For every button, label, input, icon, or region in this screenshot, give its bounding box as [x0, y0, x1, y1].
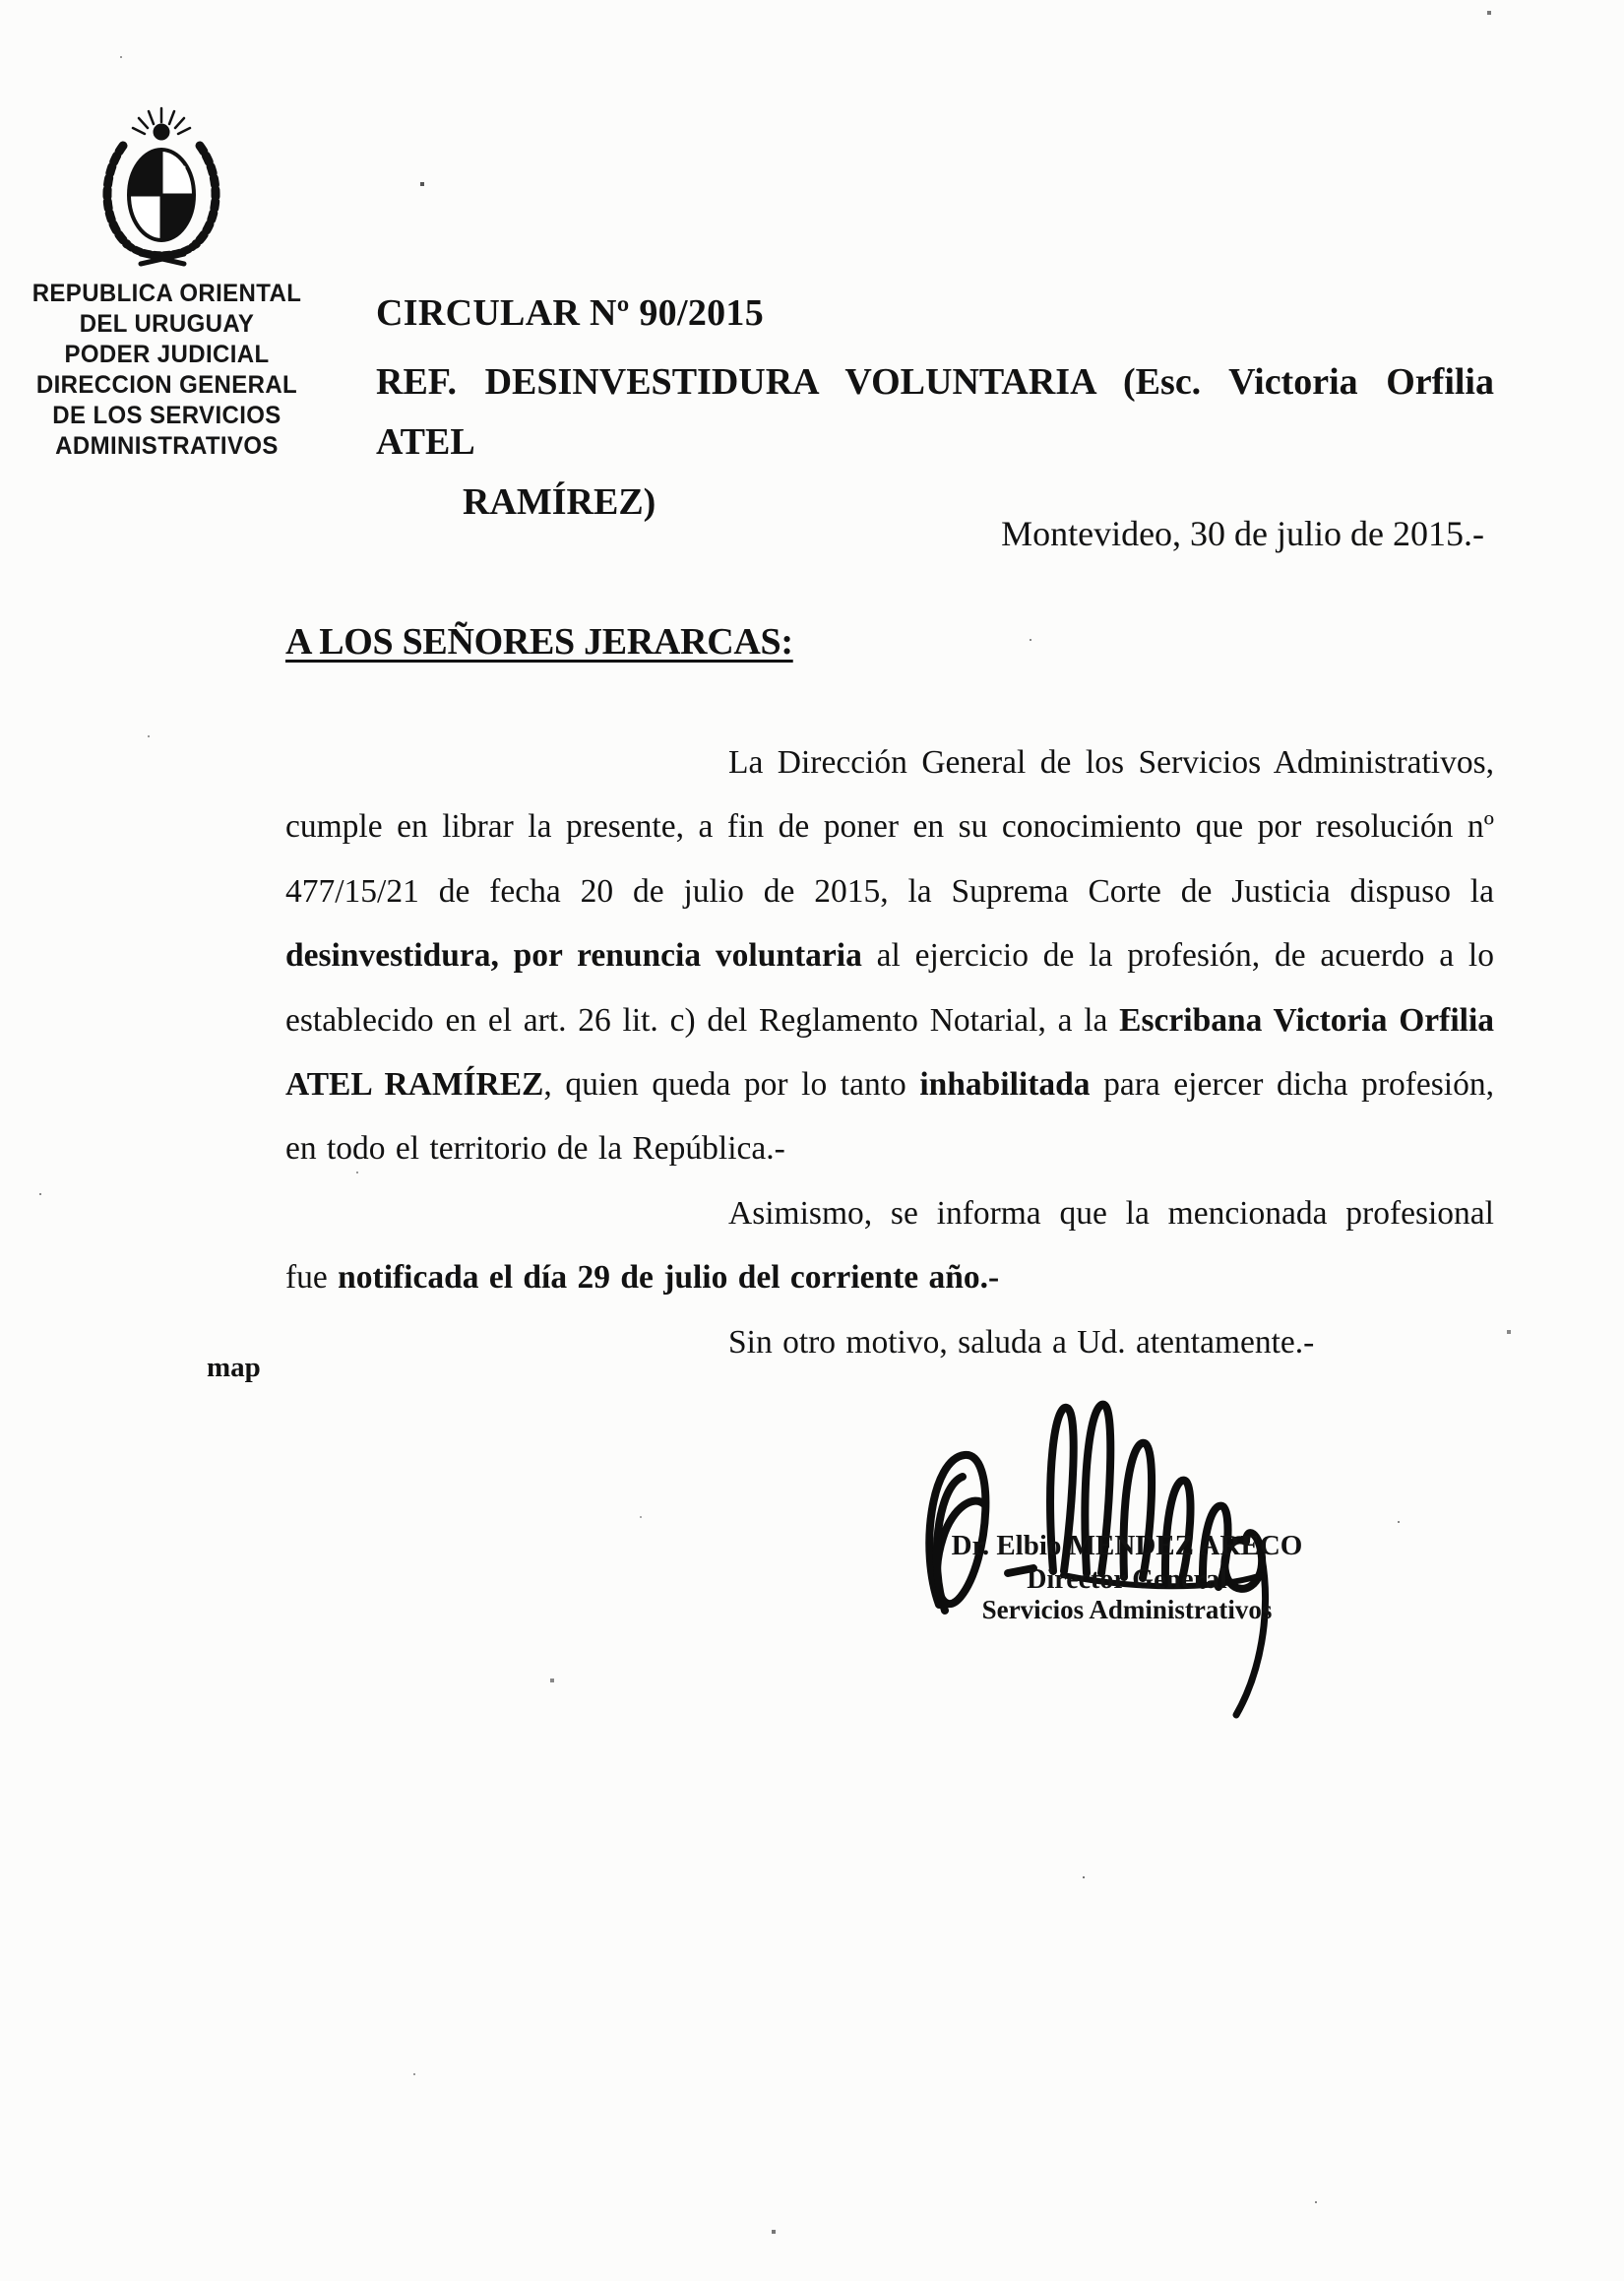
body-paragraph: La Dirección General de los Servicios Administrativos, cumple en librar la presente, a fin de poner en su conocimiento que por resolución nº 477/15/21 de fecha 20 de julio de 2015, la Suprema Corte de Justicia dispuso la desinvestidura, por renuncia voluntaria al ejercicio de la profesión, de acuerdo a lo establecido en el art. 26 lit. c) del Reglamento Notarial, a la Escribana Victoria Orfilia ATEL RAMÍREZ, quien queda por lo tanto inhabilitada para ejercer dicha profesión, en todo el territorio de la República.- — [285, 744, 1494, 1168]
salutation: A LOS SEÑORES JERARCAS: — [285, 621, 793, 663]
scan-noise-speckles — [0, 0, 2, 2]
letterhead-line: ADMINISTRATIVOS — [55, 432, 279, 460]
letterhead-line: DE LOS SERVICIOS — [52, 402, 281, 429]
reference-line: RAMÍREZ) — [463, 481, 656, 523]
circular-number: CIRCULAR Nº 90/2015 — [376, 292, 765, 334]
body-paragraph: Sin otro motivo, saluda a Ud. atentamente.- — [728, 1323, 1315, 1361]
letterhead-line: PODER JUDICIAL — [64, 341, 270, 368]
reference-line: REF. DESINVESTIDURA VOLUNTARIA (Esc. Victoria Orfilia ATEL — [376, 361, 1494, 463]
dateline: Montevideo, 30 de julio de 2015.- — [1001, 514, 1484, 553]
letterhead-text — [22, 279, 312, 462]
letter-body — [285, 730, 1494, 1374]
signer-title: Director General — [1027, 1564, 1227, 1595]
reference-block — [376, 352, 1494, 533]
letterhead-line: REPUBLICA ORIENTAL — [31, 280, 302, 307]
signer-name: Dr. Elbio MENDEZ ARECO — [951, 1530, 1303, 1561]
body-paragraph: Asimismo, se informa que la mencionada profesional fue notificada el día 29 de julio del corriente año.- — [285, 1194, 1494, 1297]
letterhead-line: DIRECCION GENERAL — [35, 371, 298, 399]
typist-initials: map — [207, 1352, 261, 1383]
signer-department: Servicios Administrativos — [981, 1595, 1273, 1624]
uruguay-coat-of-arms-icon — [94, 106, 229, 269]
letterhead-line: DEL URUGUAY — [79, 310, 255, 338]
